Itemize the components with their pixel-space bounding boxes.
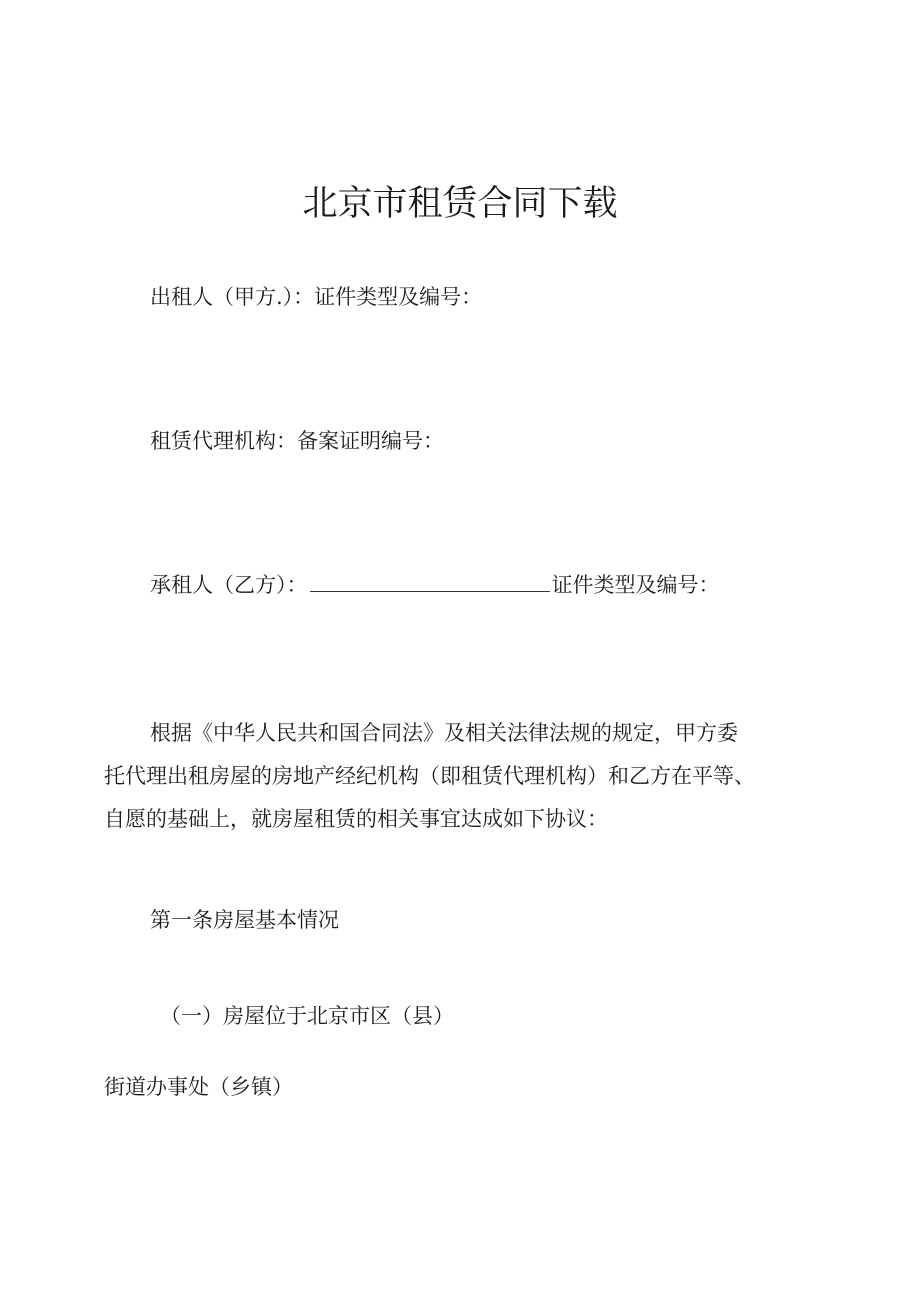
lessee-label: 承租人（乙方）： — [150, 573, 308, 597]
lessor-line: 出租人（甲方.）：证件类型及编号： — [150, 285, 483, 309]
article-1-item-1: （一）房屋位于北京市区（县） — [160, 1004, 454, 1028]
article-1-item-1-continued: 街道办事处（乡镇） — [104, 1075, 293, 1099]
document-title: 北京市租赁合同下载 — [302, 184, 618, 224]
preamble-line-2: 托代理出租房屋的房地产经纪机构（即租赁代理机构）和乙方在平等、 — [104, 764, 755, 788]
lessee-id-label: 证件类型及编号： — [551, 573, 720, 597]
lessee-name-blank — [310, 573, 550, 592]
agency-line: 租赁代理机构：备案证明编号： — [150, 429, 444, 453]
preamble-line-1: 根据《中华人民共和国合同法》及相关法律法规的规定，甲方委 — [150, 721, 738, 745]
preamble-line-3: 自愿的基础上，就房屋租赁的相关事宜达成如下协议： — [104, 807, 608, 831]
article-1-heading: 第一条房屋基本情况 — [150, 908, 339, 932]
lessee-line — [150, 571, 720, 599]
preamble-paragraph — [104, 712, 824, 841]
